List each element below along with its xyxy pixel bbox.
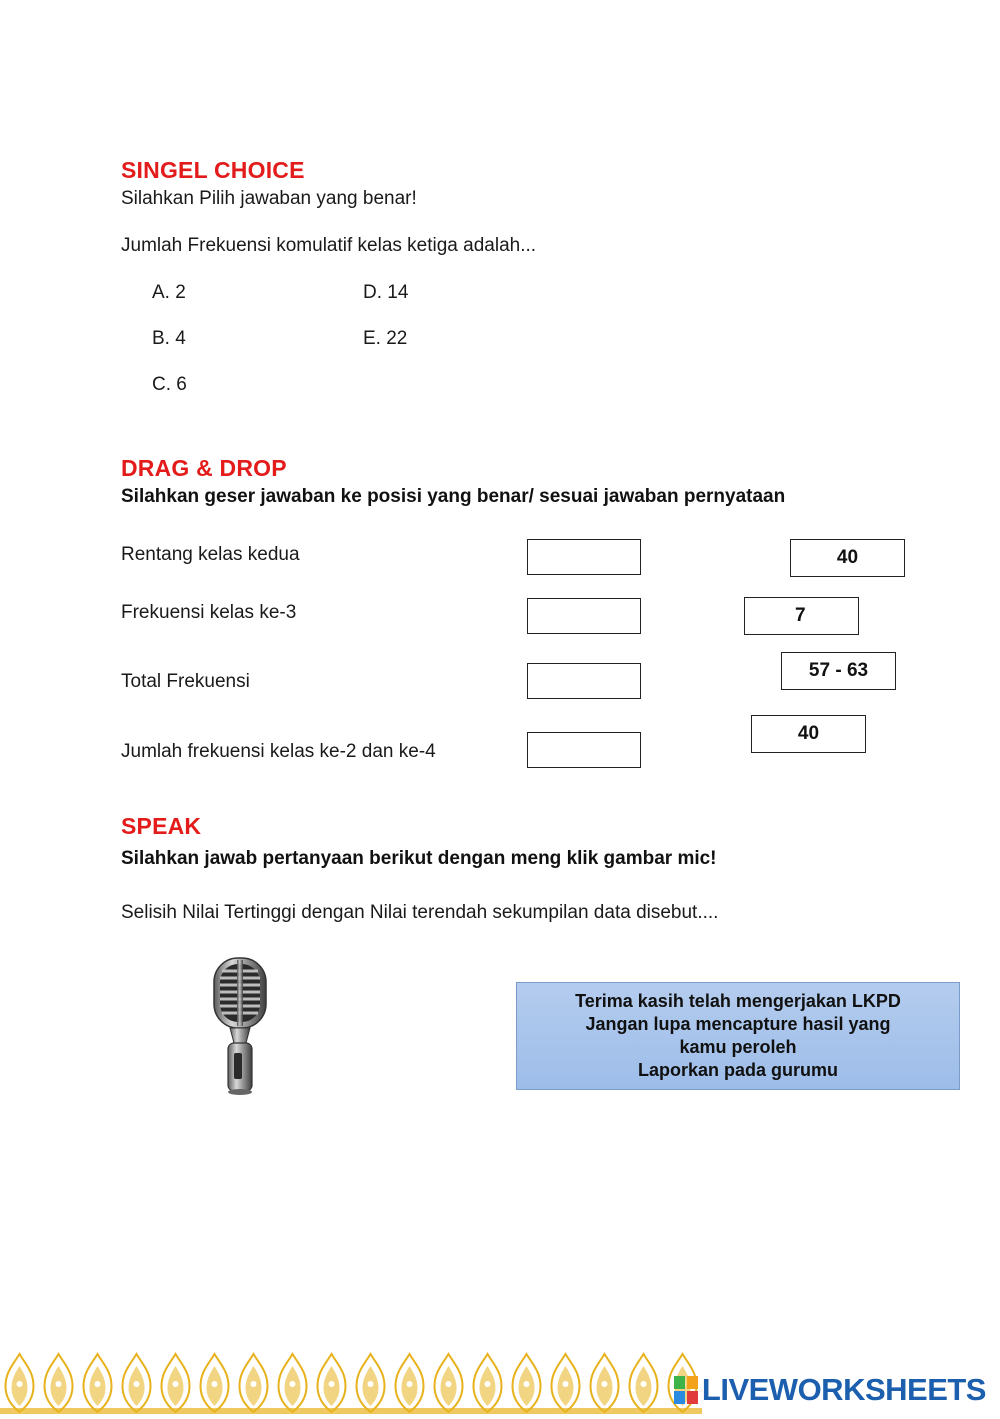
drop-target-2[interactable] [527, 598, 641, 634]
ornament-motif [429, 1354, 468, 1414]
drag-drop-instruction: Silahkan geser jawaban ke posisi yang benar/ sesuai jawaban pernyataan [121, 486, 786, 507]
drag-answer-chip[interactable]: 40 [790, 539, 905, 577]
drag-answer-chip[interactable]: 40 [751, 715, 866, 753]
ornament-motif [546, 1354, 585, 1414]
closing-note-line: Terima kasih telah mengerjakan LKPD [575, 991, 901, 1011]
drop-target-1[interactable] [527, 539, 641, 575]
liveworksheets-logo [674, 1372, 986, 1408]
option-c[interactable]: C. 6 [152, 374, 187, 395]
ornament-motif [624, 1354, 663, 1414]
option-a[interactable]: A. 2 [152, 282, 186, 303]
ornament-motif [585, 1354, 624, 1414]
option-e[interactable]: E. 22 [363, 328, 408, 349]
statement-frekuensi-kelas-3: Frekuensi kelas ke-3 [121, 602, 297, 623]
option-d[interactable]: D. 14 [363, 282, 409, 303]
ornament-motif [507, 1354, 546, 1414]
closing-note-line: Laporkan pada gurumu [637, 1060, 839, 1080]
single-choice-title: SINGEL CHOICE [121, 157, 305, 183]
ornament-motif [351, 1354, 390, 1414]
ornament-motif [156, 1354, 195, 1414]
closing-note [516, 982, 960, 1090]
liveworksheets-badge-icon [674, 1376, 698, 1404]
ornament-motif [273, 1354, 312, 1414]
ornament-motif [195, 1354, 234, 1414]
ornament-motif [390, 1354, 429, 1414]
closing-note-line: kamu peroleh [679, 1037, 797, 1057]
ornament-motif [468, 1354, 507, 1414]
speak-question: Selisih Nilai Tertinggi dengan Nilai terendah sekumpilan data disebut.... [121, 902, 719, 923]
speak-title: SPEAK [121, 813, 202, 839]
ornament-motif [78, 1354, 117, 1414]
drop-target-3[interactable] [527, 663, 641, 699]
single-choice-question: Jumlah Frekuensi komulatif kelas ketiga adalah... [121, 235, 537, 256]
drop-target-4[interactable] [527, 732, 641, 768]
single-choice-instruction: Silahkan Pilih jawaban yang benar! [121, 188, 417, 209]
speak-instruction: Silahkan jawab pertanyaan berikut dengan meng klik gambar mic! [121, 848, 717, 869]
drag-answer-chip[interactable]: 57 - 63 [781, 652, 896, 690]
closing-note-line: Jangan lupa mencapture hasil yang [585, 1014, 891, 1034]
ornament-motif [312, 1354, 351, 1414]
statement-rentang-kelas-kedua: Rentang kelas kedua [121, 544, 300, 565]
ornament-motif [117, 1354, 156, 1414]
statement-total-frekuensi: Total Frekuensi [121, 671, 250, 692]
drag-answer-chip[interactable]: 7 [744, 597, 859, 635]
drag-drop-title: DRAG & DROP [121, 455, 287, 481]
option-b[interactable]: B. 4 [152, 328, 186, 349]
ornament-motif [39, 1354, 78, 1414]
statement-jumlah-frekuensi: Jumlah frekuensi kelas ke-2 dan ke-4 [121, 741, 436, 762]
microphone-icon[interactable] [204, 955, 276, 1097]
ornament-motif [234, 1354, 273, 1414]
ornament-motif [0, 1354, 39, 1414]
liveworksheets-logo-text: LIVEWORKSHEETS [701, 1372, 986, 1407]
